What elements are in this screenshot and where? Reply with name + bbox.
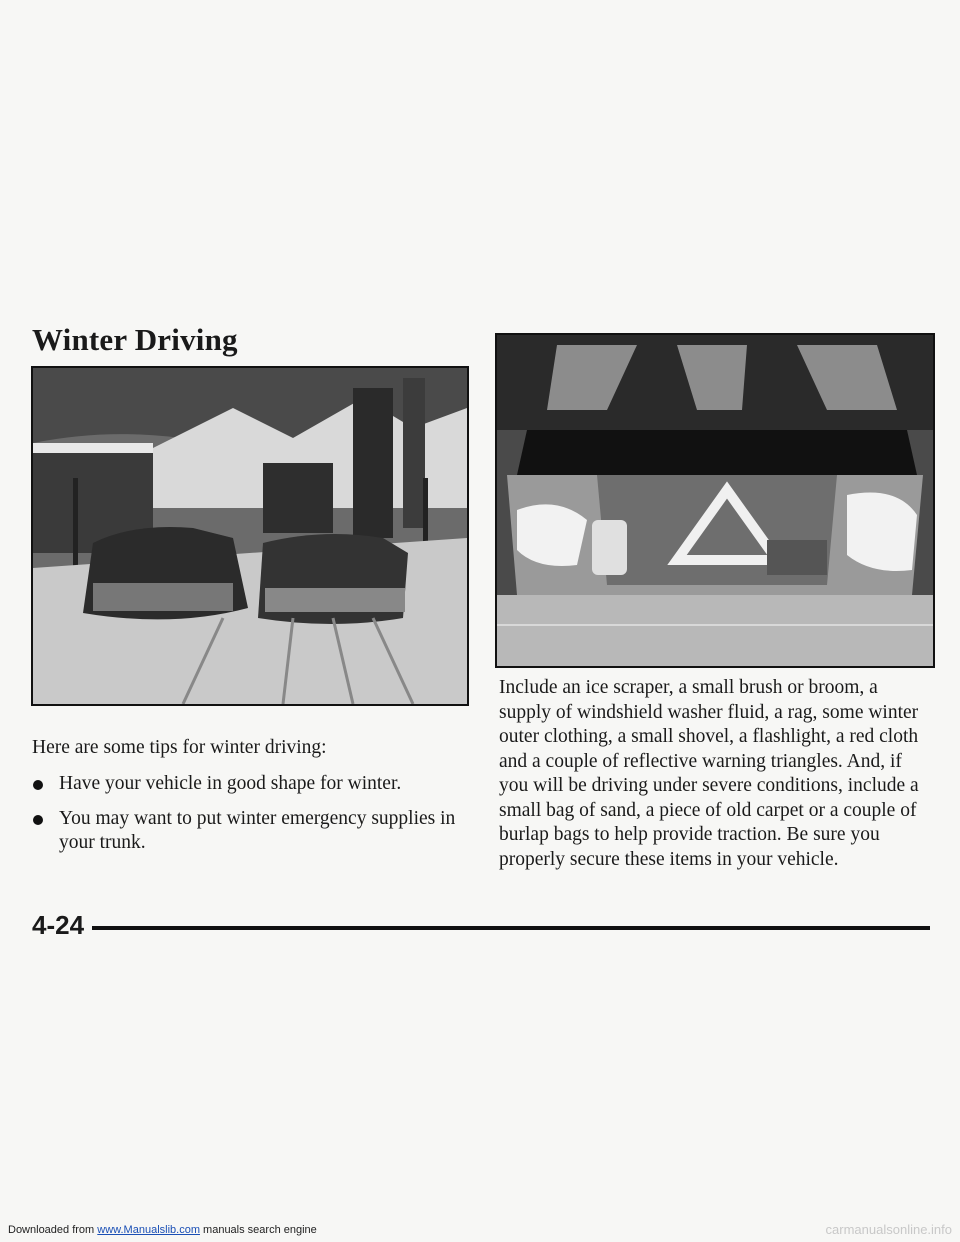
- list-item: [32, 772, 472, 797]
- footer-suffix: manuals search engine: [199, 1224, 317, 1236]
- supplies-paragraph: Include an ice scraper, a small brush or broom, a supply of windshield washer fluid, a rag, some winter outer clothing, a small shovel, a flashlight, a red cloth and a couple of reflective warning triangles. And, if you will be driving under severe conditions, include a small bag of sand, a piece of old carpet or a couple of burlap bags to help provide traction. Be sure you properly secure these items in your vehicle.: [499, 677, 919, 870]
- download-footer: [8, 1224, 317, 1236]
- page-title: Winter Driving: [32, 322, 238, 357]
- footer-prefix: Downloaded from: [8, 1224, 98, 1236]
- trunk-supplies-illustration: [495, 333, 935, 668]
- bullet-icon: [33, 815, 43, 825]
- list-item-text: You may want to put winter emergency supplies in your trunk.: [59, 807, 456, 853]
- intro-text: Here are some tips for winter driving:: [32, 737, 327, 758]
- manualslib-link[interactable]: www.Manualslib.com: [97, 1224, 200, 1236]
- list-item: [32, 807, 472, 856]
- page-number: 4-24: [32, 910, 85, 940]
- winter-tips-list: [32, 772, 472, 866]
- winter-street-illustration: [31, 366, 469, 706]
- bullet-icon: [33, 780, 43, 790]
- watermark: carmanualsonline.info: [825, 1222, 952, 1237]
- list-item-text: Have your vehicle in good shape for winter.: [59, 773, 402, 794]
- page-rule: [92, 926, 930, 930]
